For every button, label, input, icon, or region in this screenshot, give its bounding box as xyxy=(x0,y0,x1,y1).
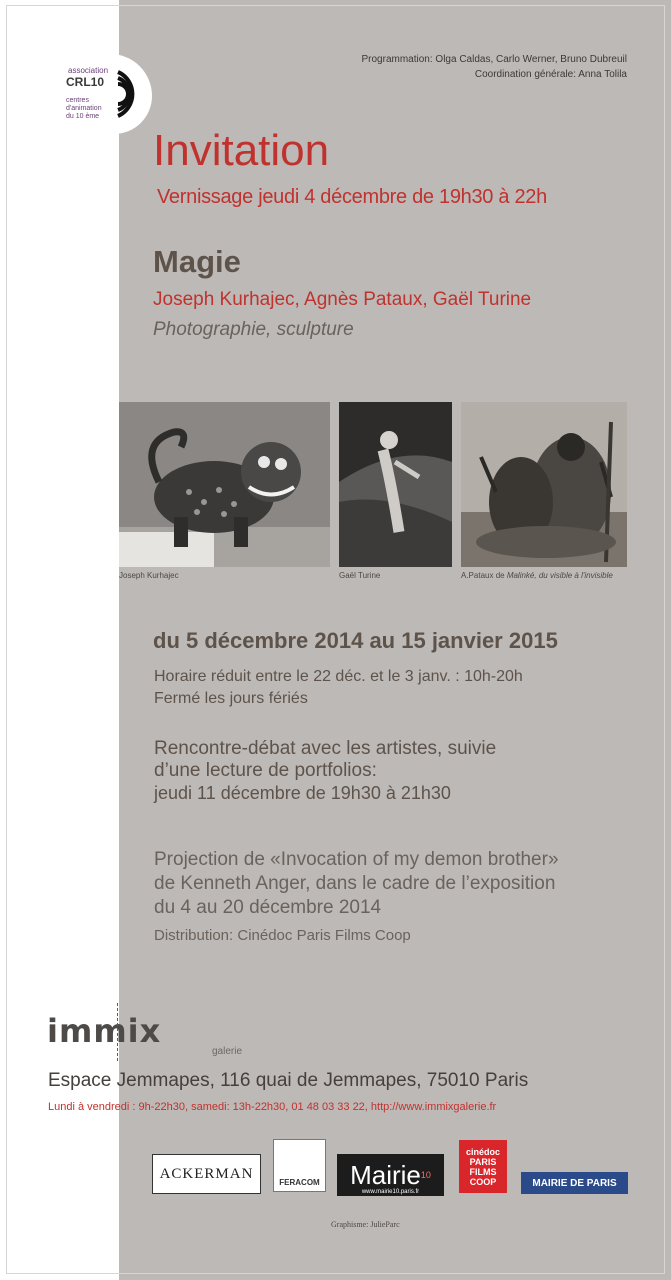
vernissage-line: Vernissage jeudi 4 décembre de 19h30 à 22h xyxy=(157,186,547,208)
logo-crl10-text: CRL10 xyxy=(66,75,105,89)
distribution-line: Distribution: Cinédoc Paris Films Coop xyxy=(154,927,411,944)
programmation-credit: Programmation: Olga Caldas, Carlo Werner, Bruno Dubreuil xyxy=(361,54,627,65)
immix-galerie-text: galerie xyxy=(212,1046,243,1057)
cinedoc-films: FILMS xyxy=(469,1166,497,1177)
feracom-logo xyxy=(273,1139,326,1192)
rencontre-block xyxy=(154,738,496,804)
venue-address: Espace Jemmapes, 116 quai de Jemmapes, 75010 Paris xyxy=(48,1070,529,1091)
rencontre-line2: d’une lecture de portfolios: xyxy=(154,760,377,781)
mairie10-logo xyxy=(337,1154,444,1196)
immix-logo: immix xyxy=(47,1012,162,1050)
cinedoc-text: cinédoc xyxy=(465,1146,500,1157)
exhibition-dates: du 5 décembre 2014 au 15 janvier 2015 xyxy=(153,628,558,653)
artists-line: Joseph Kurhajec, Agnès Pataux, Gaël Turine xyxy=(153,289,532,310)
projection-block xyxy=(154,848,559,920)
ackerman-logo xyxy=(152,1154,261,1194)
mairie10-text: Mairie xyxy=(350,1159,421,1190)
exhibition-name: Magie xyxy=(153,244,241,279)
logo-centres-text: centres d'animation du 10 ème xyxy=(66,97,102,120)
mairie10-url: www.mairie10.paris.fr xyxy=(361,1189,420,1195)
projection-line1: Projection de «Invocation of my demon brother» xyxy=(154,849,559,870)
concentric-arcs-icon xyxy=(108,64,156,124)
invitation-title: Invitation xyxy=(153,126,330,175)
rencontre-date: jeudi 11 décembre de 19h30 à 21h30 xyxy=(154,783,451,803)
cinedoc-logo xyxy=(459,1140,507,1193)
projection-line3: du 4 au 20 décembre 2014 xyxy=(154,897,382,918)
logo-association-text: association xyxy=(68,66,109,75)
photo-caption-pataux xyxy=(461,571,613,580)
mairie10-sup: 10 xyxy=(420,1170,431,1180)
immix-logo-red-line xyxy=(117,1003,119,1061)
reduced-hours: Horaire réduit entre le 22 déc. et le 3 janv. : 10h-20h xyxy=(154,668,523,685)
ackerman-text: ACKERMAN xyxy=(159,1165,254,1182)
projection-line2: de Kenneth Anger, dans le cadre de l’exposition xyxy=(154,873,556,894)
photo-sculpture-kurhajec xyxy=(119,402,330,567)
photo-caption-turine: Gaël Turine xyxy=(339,571,381,580)
caption-pataux-prefix: A.Pataux de xyxy=(461,571,507,580)
medium-line: Photographie, sculpture xyxy=(153,319,354,340)
photo-turine xyxy=(339,402,452,567)
cinedoc-paris: PARIS xyxy=(469,1156,497,1167)
opening-hours xyxy=(154,666,523,710)
venue-contact: Lundi à vendredi : 9h-22h30, samedi: 13h-22h30, 01 48 03 33 22, http://www.immixgalerie.fr xyxy=(48,1101,497,1113)
coordination-credit: Coordination générale: Anna Tolila xyxy=(474,69,627,80)
caption-pataux-title: Malinké, du visible à l'invisible xyxy=(506,571,613,580)
closed-holidays: Fermé les jours fériés xyxy=(154,690,308,707)
crl10-logo xyxy=(56,48,156,134)
mairie-de-paris-text: MAIRIE DE PARIS xyxy=(532,1177,617,1189)
feracom-text: FERACOM xyxy=(279,1178,320,1187)
photo-caption-kurhajec: Joseph Kurhajec xyxy=(119,571,179,580)
credits xyxy=(362,52,628,82)
rencontre-line1: Rencontre-débat avec les artistes, suivie xyxy=(154,738,497,759)
cinedoc-coop: COOP xyxy=(469,1176,497,1187)
mairie-de-paris-logo xyxy=(521,1172,628,1194)
photo-pataux xyxy=(461,402,627,567)
graphisme-credit: Graphisme: JulieParc xyxy=(331,1220,400,1229)
